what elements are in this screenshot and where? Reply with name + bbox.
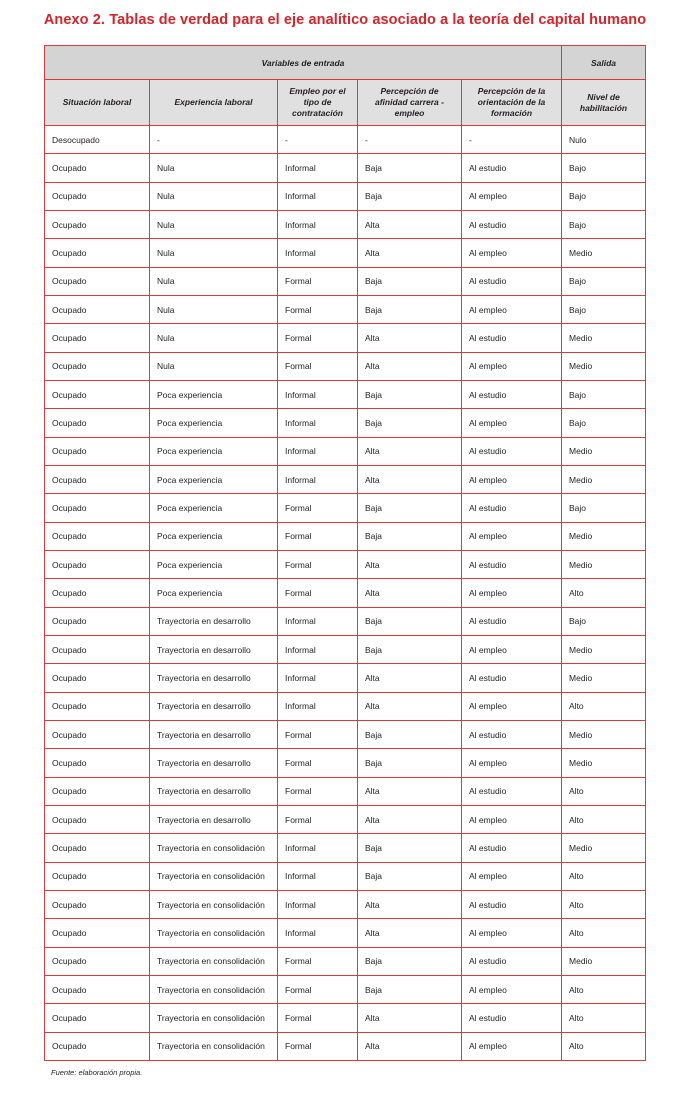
afinidad-cell: Baja [358, 607, 462, 635]
column-header-situacion: Situación laboral [45, 80, 150, 126]
empleo-cell: Informal [278, 239, 358, 267]
experiencia-cell: Nula [150, 182, 278, 210]
situacion-cell: Ocupado [45, 182, 150, 210]
orientacion-cell: Al estudio [462, 1004, 562, 1032]
empleo-cell: Informal [278, 692, 358, 720]
column-header-afinidad: Percepción de afinidad carrera - empleo [358, 80, 462, 126]
situacion-cell: Ocupado [45, 607, 150, 635]
table-row [45, 1004, 646, 1032]
table-row [45, 522, 646, 550]
orientacion-cell: Al estudio [462, 154, 562, 182]
experiencia-cell: Trayectoria en desarrollo [150, 749, 278, 777]
empleo-cell: Formal [278, 1032, 358, 1060]
situacion-cell: Ocupado [45, 777, 150, 805]
table-row [45, 210, 646, 238]
orientacion-cell: - [462, 126, 562, 154]
orientacion-cell: Al empleo [462, 749, 562, 777]
column-header-nivel: Nivel de habilitación [562, 80, 646, 126]
empleo-cell: Formal [278, 805, 358, 833]
orientacion-cell: Al estudio [462, 607, 562, 635]
table-row [45, 692, 646, 720]
experiencia-cell: Nula [150, 324, 278, 352]
empleo-cell: Informal [278, 380, 358, 408]
experiencia-cell: Trayectoria en desarrollo [150, 720, 278, 748]
situacion-cell: Ocupado [45, 1004, 150, 1032]
nivel-cell: Alto [562, 1004, 646, 1032]
empleo-cell: Informal [278, 890, 358, 918]
table-row [45, 890, 646, 918]
afinidad-cell: Alta [358, 324, 462, 352]
afinidad-cell: Baja [358, 380, 462, 408]
nivel-cell: Nulo [562, 126, 646, 154]
situacion-cell: Ocupado [45, 890, 150, 918]
orientacion-cell: Al estudio [462, 267, 562, 295]
orientacion-cell: Al estudio [462, 664, 562, 692]
situacion-cell: Ocupado [45, 749, 150, 777]
table-row [45, 947, 646, 975]
experiencia-cell: Nula [150, 267, 278, 295]
experiencia-cell: Nula [150, 154, 278, 182]
table-row [45, 1032, 646, 1060]
nivel-cell: Medio [562, 522, 646, 550]
empleo-cell: Formal [278, 267, 358, 295]
situacion-cell: Ocupado [45, 324, 150, 352]
table-row [45, 409, 646, 437]
situacion-cell: Ocupado [45, 522, 150, 550]
orientacion-cell: Al estudio [462, 834, 562, 862]
afinidad-cell: Alta [358, 352, 462, 380]
nivel-cell: Medio [562, 437, 646, 465]
empleo-cell: Informal [278, 182, 358, 210]
orientacion-cell: Al empleo [462, 182, 562, 210]
table-row [45, 352, 646, 380]
afinidad-cell: Alta [358, 437, 462, 465]
situacion-cell: Ocupado [45, 380, 150, 408]
situacion-cell: Ocupado [45, 409, 150, 437]
group-header-inputs: Variables de entrada [45, 46, 562, 80]
empleo-cell: Formal [278, 777, 358, 805]
experiencia-cell: Trayectoria en desarrollo [150, 777, 278, 805]
table-row [45, 777, 646, 805]
situacion-cell: Ocupado [45, 720, 150, 748]
afinidad-cell: Baja [358, 749, 462, 777]
nivel-cell: Bajo [562, 210, 646, 238]
empleo-cell: Formal [278, 324, 358, 352]
orientacion-cell: Al empleo [462, 975, 562, 1003]
afinidad-cell: Baja [358, 295, 462, 323]
page-title: Anexo 2. Tablas de verdad para el eje analítico asociado a la teoría del capital humano [43, 12, 647, 28]
situacion-cell: Ocupado [45, 635, 150, 663]
empleo-cell: Informal [278, 834, 358, 862]
situacion-cell: Ocupado [45, 692, 150, 720]
orientacion-cell: Al empleo [462, 692, 562, 720]
orientacion-cell: Al estudio [462, 550, 562, 578]
nivel-cell: Bajo [562, 154, 646, 182]
table-row [45, 494, 646, 522]
situacion-cell: Ocupado [45, 550, 150, 578]
afinidad-cell: Alta [358, 805, 462, 833]
group-header-row [45, 46, 646, 80]
afinidad-cell: Baja [358, 494, 462, 522]
table-row [45, 437, 646, 465]
orientacion-cell: Al estudio [462, 777, 562, 805]
experiencia-cell: Trayectoria en desarrollo [150, 692, 278, 720]
empleo-cell: Formal [278, 579, 358, 607]
nivel-cell: Alto [562, 1032, 646, 1060]
experiencia-cell: Poca experiencia [150, 522, 278, 550]
nivel-cell: Medio [562, 664, 646, 692]
truth-table [44, 45, 646, 1061]
table-row [45, 805, 646, 833]
nivel-cell: Medio [562, 550, 646, 578]
situacion-cell: Ocupado [45, 862, 150, 890]
situacion-cell: Ocupado [45, 210, 150, 238]
empleo-cell: Informal [278, 919, 358, 947]
afinidad-cell: Baja [358, 635, 462, 663]
table-row [45, 579, 646, 607]
table-row [45, 550, 646, 578]
situacion-cell: Ocupado [45, 352, 150, 380]
situacion-cell: Ocupado [45, 975, 150, 1003]
table-row [45, 664, 646, 692]
situacion-cell: Ocupado [45, 919, 150, 947]
afinidad-cell: Baja [358, 834, 462, 862]
experiencia-cell: Trayectoria en consolidación [150, 834, 278, 862]
experiencia-cell: Trayectoria en desarrollo [150, 664, 278, 692]
table-row [45, 154, 646, 182]
orientacion-cell: Al empleo [462, 465, 562, 493]
nivel-cell: Medio [562, 749, 646, 777]
orientacion-cell: Al estudio [462, 210, 562, 238]
experiencia-cell: Poca experiencia [150, 494, 278, 522]
nivel-cell: Bajo [562, 607, 646, 635]
orientacion-cell: Al estudio [462, 890, 562, 918]
empleo-cell: Formal [278, 720, 358, 748]
group-header-output: Salida [562, 46, 646, 80]
nivel-cell: Medio [562, 239, 646, 267]
empleo-cell: Formal [278, 749, 358, 777]
nivel-cell: Medio [562, 352, 646, 380]
orientacion-cell: Al empleo [462, 862, 562, 890]
afinidad-cell: Baja [358, 154, 462, 182]
empleo-cell: Formal [278, 1004, 358, 1032]
afinidad-cell: Alta [358, 579, 462, 607]
orientacion-cell: Al empleo [462, 579, 562, 607]
experiencia-cell: Nula [150, 352, 278, 380]
empleo-cell: Formal [278, 550, 358, 578]
empleo-cell: Informal [278, 437, 358, 465]
experiencia-cell: Trayectoria en consolidación [150, 1004, 278, 1032]
nivel-cell: Bajo [562, 494, 646, 522]
afinidad-cell: Baja [358, 409, 462, 437]
nivel-cell: Medio [562, 947, 646, 975]
empleo-cell: Informal [278, 409, 358, 437]
afinidad-cell: Alta [358, 1032, 462, 1060]
situacion-cell: Ocupado [45, 465, 150, 493]
experiencia-cell: Trayectoria en desarrollo [150, 607, 278, 635]
table-row [45, 465, 646, 493]
table-row [45, 720, 646, 748]
nivel-cell: Alto [562, 777, 646, 805]
empleo-cell: Informal [278, 635, 358, 663]
nivel-cell: Alto [562, 862, 646, 890]
afinidad-cell: Baja [358, 947, 462, 975]
table-row [45, 126, 646, 154]
orientacion-cell: Al empleo [462, 409, 562, 437]
afinidad-cell: Baja [358, 720, 462, 748]
situacion-cell: Ocupado [45, 1032, 150, 1060]
situacion-cell: Ocupado [45, 834, 150, 862]
table-row [45, 380, 646, 408]
empleo-cell: Formal [278, 494, 358, 522]
nivel-cell: Alto [562, 805, 646, 833]
empleo-cell: Informal [278, 862, 358, 890]
table-row [45, 607, 646, 635]
table-row [45, 749, 646, 777]
afinidad-cell: Alta [358, 210, 462, 238]
situacion-cell: Ocupado [45, 295, 150, 323]
nivel-cell: Alto [562, 919, 646, 947]
afinidad-cell: Baja [358, 267, 462, 295]
experiencia-cell: Nula [150, 295, 278, 323]
experiencia-cell: Trayectoria en desarrollo [150, 635, 278, 663]
empleo-cell: Informal [278, 154, 358, 182]
experiencia-cell: Trayectoria en consolidación [150, 1032, 278, 1060]
orientacion-cell: Al empleo [462, 239, 562, 267]
nivel-cell: Medio [562, 834, 646, 862]
nivel-cell: Alto [562, 692, 646, 720]
afinidad-cell: Baja [358, 862, 462, 890]
experiencia-cell: Nula [150, 210, 278, 238]
orientacion-cell: Al empleo [462, 805, 562, 833]
orientacion-cell: Al empleo [462, 919, 562, 947]
situacion-cell: Desocupado [45, 126, 150, 154]
empleo-cell: Informal [278, 210, 358, 238]
experiencia-cell: Trayectoria en consolidación [150, 975, 278, 1003]
afinidad-cell: Baja [358, 975, 462, 1003]
nivel-cell: Medio [562, 720, 646, 748]
experiencia-cell: Trayectoria en desarrollo [150, 805, 278, 833]
empleo-cell: Formal [278, 975, 358, 1003]
column-header-orientacion: Percepción de la orientación de la formación [462, 80, 562, 126]
table-row [45, 239, 646, 267]
nivel-cell: Bajo [562, 295, 646, 323]
experiencia-cell: Poca experiencia [150, 579, 278, 607]
empleo-cell: Formal [278, 522, 358, 550]
experiencia-cell: Poca experiencia [150, 465, 278, 493]
situacion-cell: Ocupado [45, 267, 150, 295]
nivel-cell: Bajo [562, 409, 646, 437]
orientacion-cell: Al estudio [462, 324, 562, 352]
empleo-cell: - [278, 126, 358, 154]
situacion-cell: Ocupado [45, 437, 150, 465]
empleo-cell: Formal [278, 295, 358, 323]
situacion-cell: Ocupado [45, 239, 150, 267]
afinidad-cell: Alta [358, 465, 462, 493]
nivel-cell: Medio [562, 635, 646, 663]
experiencia-cell: Trayectoria en consolidación [150, 919, 278, 947]
table-row [45, 295, 646, 323]
experiencia-cell: Poca experiencia [150, 409, 278, 437]
afinidad-cell: Alta [358, 919, 462, 947]
experiencia-cell: Poca experiencia [150, 550, 278, 578]
orientacion-cell: Al empleo [462, 635, 562, 663]
orientacion-cell: Al empleo [462, 295, 562, 323]
orientacion-cell: Al estudio [462, 720, 562, 748]
afinidad-cell: Alta [358, 777, 462, 805]
empleo-cell: Informal [278, 664, 358, 692]
orientacion-cell: Al estudio [462, 494, 562, 522]
situacion-cell: Ocupado [45, 664, 150, 692]
situacion-cell: Ocupado [45, 947, 150, 975]
orientacion-cell: Al empleo [462, 352, 562, 380]
table-row [45, 862, 646, 890]
nivel-cell: Alto [562, 579, 646, 607]
afinidad-cell: Alta [358, 550, 462, 578]
nivel-cell: Bajo [562, 267, 646, 295]
experiencia-cell: - [150, 126, 278, 154]
table-row [45, 324, 646, 352]
afinidad-cell: Alta [358, 664, 462, 692]
afinidad-cell: Alta [358, 1004, 462, 1032]
situacion-cell: Ocupado [45, 494, 150, 522]
experiencia-cell: Nula [150, 239, 278, 267]
table-row [45, 182, 646, 210]
experiencia-cell: Poca experiencia [150, 380, 278, 408]
table-row [45, 975, 646, 1003]
nivel-cell: Bajo [562, 380, 646, 408]
column-header-row [45, 80, 646, 126]
orientacion-cell: Al estudio [462, 947, 562, 975]
afinidad-cell: Baja [358, 182, 462, 210]
orientacion-cell: Al empleo [462, 1032, 562, 1060]
nivel-cell: Alto [562, 890, 646, 918]
afinidad-cell: Alta [358, 890, 462, 918]
situacion-cell: Ocupado [45, 154, 150, 182]
empleo-cell: Informal [278, 607, 358, 635]
experiencia-cell: Trayectoria en consolidación [150, 890, 278, 918]
column-header-empleo: Empleo por el tipo de contratación [278, 80, 358, 126]
afinidad-cell: Alta [358, 692, 462, 720]
empleo-cell: Informal [278, 465, 358, 493]
nivel-cell: Medio [562, 324, 646, 352]
situacion-cell: Ocupado [45, 579, 150, 607]
experiencia-cell: Poca experiencia [150, 437, 278, 465]
experiencia-cell: Trayectoria en consolidación [150, 947, 278, 975]
table-row [45, 267, 646, 295]
table-row [45, 635, 646, 663]
afinidad-cell: - [358, 126, 462, 154]
table-row [45, 919, 646, 947]
truth-table-body [45, 126, 646, 1061]
column-header-experiencia: Experiencia laboral [150, 80, 278, 126]
nivel-cell: Alto [562, 975, 646, 1003]
empleo-cell: Formal [278, 947, 358, 975]
nivel-cell: Bajo [562, 182, 646, 210]
afinidad-cell: Baja [358, 522, 462, 550]
orientacion-cell: Al estudio [462, 437, 562, 465]
table-row [45, 834, 646, 862]
situacion-cell: Ocupado [45, 805, 150, 833]
empleo-cell: Formal [278, 352, 358, 380]
nivel-cell: Medio [562, 465, 646, 493]
orientacion-cell: Al estudio [462, 380, 562, 408]
afinidad-cell: Alta [358, 239, 462, 267]
experiencia-cell: Trayectoria en consolidación [150, 862, 278, 890]
orientacion-cell: Al empleo [462, 522, 562, 550]
source-note: Fuente: elaboración propia. [51, 1068, 143, 1077]
